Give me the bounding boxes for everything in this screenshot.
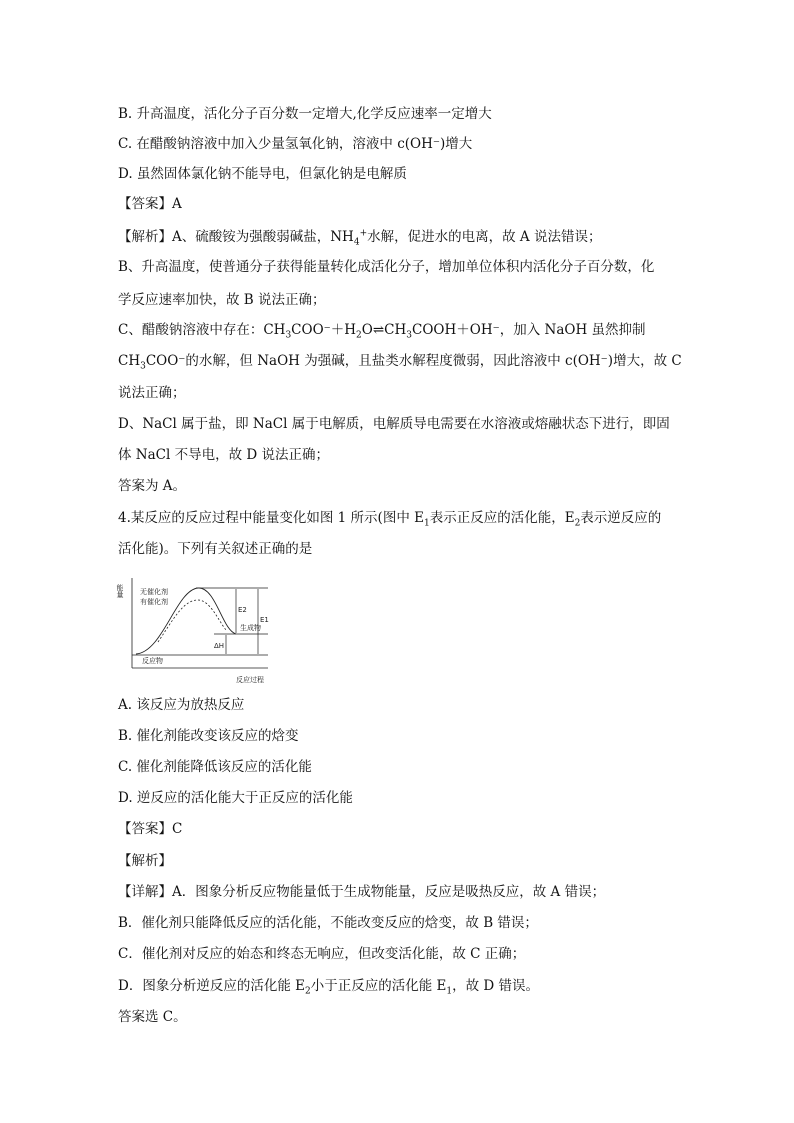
x-axis-label: 反应过程	[236, 676, 264, 684]
energy-diagram	[118, 572, 288, 690]
text-line: B、升高温度，使普通分子获得能量转化成活化分子，增加单位体积内活化分子百分数，化	[118, 259, 655, 275]
text-line: C. 在醋酸钠溶液中加入少量氢氧化钠，溶液中 c(OH⁻)增大	[118, 136, 473, 152]
answer-line: 【答案】A	[118, 196, 182, 212]
text-line: 【详解】A．图象分析反应物能量低于生成物能量，反应是吸热反应，故 A 错误；	[118, 884, 606, 900]
y-axis-label: 能量	[116, 584, 124, 598]
option-line: A. 该反应为放热反应	[118, 697, 245, 713]
text-line: 答案选 C。	[118, 1009, 187, 1025]
text-line: B．催化剂只能降低反应的活化能，不能改变反应的焓变，故 B 错误；	[118, 915, 538, 931]
text-line: 说法正确；	[118, 385, 186, 401]
text-line: 【解析】A、硫酸铵为强酸弱碱盐，$NH_4^+$水解，促进水的电离，故 A 说法错误；	[118, 228, 602, 248]
e2-label: E2	[238, 606, 247, 614]
text-line: D. 虽然固体氯化钠不能导电，但氯化钠是电解质	[118, 166, 407, 182]
text-line: 体 NaCl 不导电，故 D 说法正确；	[118, 447, 329, 463]
products-label: 生成物	[240, 624, 261, 632]
catalyzed-curve	[158, 600, 226, 642]
text-line: B. 升高温度，活化分子百分数一定增大,化学反应速率一定增大	[118, 106, 492, 122]
analysis-heading: 【解析】	[118, 853, 172, 869]
text-line: $CH_3COO^-$的水解，但 NaOH 为强碱，且盐类水解程度微弱，因此溶液中 c(OH⁻)增大，故 C	[118, 353, 682, 372]
text-line: 学反应速率加快，故 B 说法正确；	[118, 292, 326, 308]
question-line: 活化能)。下列有关叙述正确的是	[118, 541, 313, 557]
text-line: D．图象分析逆反应的活化能 $E_2$小于正反应的活化能 $E_1$，故 D 错误。	[118, 978, 540, 997]
uncatalyzed-label: 无催化剂	[140, 588, 168, 596]
question-line: 4.某反应的反应过程中能量变化如图 1 所示(图中 $E_1$表示正反应的活化能，$E_2$表示逆反应的	[118, 510, 662, 529]
dh-label: ΔH	[214, 642, 225, 650]
reactants-label: 反应物	[142, 657, 163, 665]
catalyzed-label: 有催化剂	[140, 598, 168, 606]
option-line: B. 催化剂能改变该反应的焓变	[118, 728, 299, 744]
text-line: 答案为 A。	[118, 478, 187, 494]
text-line: D、NaCl 属于盐，即 NaCl 属于电解质，电解质导电需要在水溶液或熔融状态下进行，即固	[118, 416, 670, 432]
option-line: D. 逆反应的活化能大于正反应的活化能	[118, 790, 353, 806]
text-line: C、醋酸钠溶液中存在：$CH_3COO^-+H_2O\rightleftharpoons CH_3COOH+OH^-$，加入 NaOH 虽然抑制	[118, 322, 646, 341]
e1-label: E1	[260, 616, 269, 624]
answer-line: 【答案】C	[118, 821, 183, 837]
text-line: C．催化剂对反应的始态和终态无响应，但改变活化能，故 C 正确；	[118, 946, 526, 962]
option-line: C. 催化剂能降低该反应的活化能	[118, 759, 312, 775]
